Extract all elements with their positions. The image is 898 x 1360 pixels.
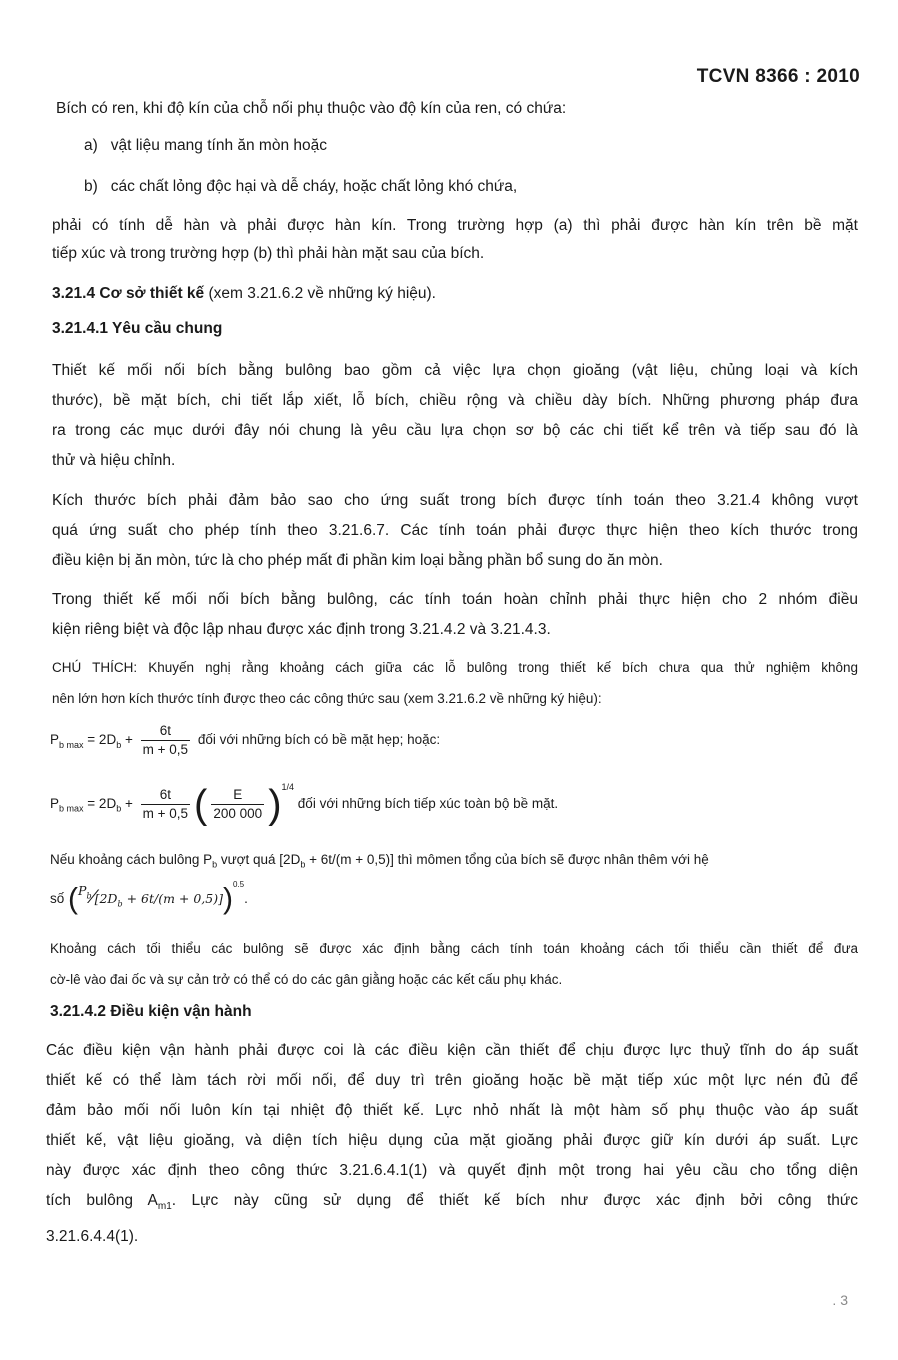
standard-header: TCVN 8366 : 2010	[696, 66, 860, 87]
text-line: CHÚ THÍCH: Khuyến nghị rằng khoảng cách giữa các lỗ bulông trong thiết kế bích chưa qua thử nghiệm không	[52, 660, 858, 675]
fraction: $\frac{6t}{m + 0,5}$	[142, 723, 189, 757]
text-line: thiết kế có thể làm tách rời mối nối, để duy trì trên gioăng hoặc bề mặt tiếp xúc một lực nén đủ để	[46, 1072, 858, 1089]
paragraph-design-groups	[52, 585, 858, 645]
page-mark: . 3	[832, 1292, 848, 1308]
section-heading-3-21-4-1: 3.21.4.1 Yêu cầu chung	[52, 320, 223, 337]
section-heading-3-21-4	[52, 285, 436, 303]
list-text: các chất lỏng độc hại và dễ cháy, hoặc chất lỏng khó chứa,	[110, 178, 518, 195]
text-line: tích bulông $A_{m1}$. Lực này cũng sử dụng để thiết kế bích như được xác định bởi công thức	[46, 1192, 858, 1213]
section-note: (xem 3.21.6.2 về những ký hiệu).	[208, 285, 436, 302]
text-line: cờ-lê vào đai ốc và sự cản trở có thể có do các gân giằng hoặc các kết cấu phụ khác.	[50, 972, 563, 987]
note-bolt-spacing	[52, 652, 858, 714]
text-line: Kích thước bích phải đảm bảo sao cho ứng suất trong bích được tính toán theo 3.21.4 không vượt	[52, 492, 858, 509]
fraction: $\frac{6t}{m + 0,5}$	[142, 786, 189, 821]
text-line: Trong thiết kế mối nối bích bằng bulông, các tính toán hoàn chỉnh phải thực hiện cho 2 nhóm điều	[52, 591, 858, 608]
text-line: Các điều kiện vận hành phải được coi là các điều kiện cần thiết để chịu được lực thuỷ tĩnh do áp suất	[46, 1042, 858, 1059]
formula-full-face: $P_{b max} = 2D_b$ + $\frac{6t}{m + 0,5}$ ( $\frac{E}{200 000}$ )$^{1/4}$ đối với những bích tiếp xúc toàn bộ bề mặt.	[50, 782, 559, 827]
list-marker: b)	[84, 178, 98, 195]
list-item-a	[84, 131, 327, 161]
intro-line: phải có tính dễ hàn và phải được hàn kín. Trong trường hợp (a) thì phải được hàn kín trên bề mặt	[52, 217, 858, 234]
list-item-b	[84, 172, 517, 202]
list-text: vật liệu mang tính ăn mòn hoặc	[110, 137, 327, 154]
section-title: Cơ sở thiết kế	[99, 285, 205, 302]
formula-narrow-face: $P_{b max} = 2D_b$ + $\frac{6t}{m + 0,5}$ đối với những bích có bề mặt hẹp; hoặc:	[50, 723, 441, 757]
text-line: Thiết kế mối nối bích bằng bulông bao gồm cả việc lựa chọn gioăng (vật liệu, chủng loại và kích	[52, 362, 858, 379]
section-number: 3.21.4	[52, 285, 96, 302]
text-line: thiết kế, vật liệu gioăng, và diện tích hiệu dụng của mặt gioăng phải được giữ kín dưới áp suất. Lực	[46, 1132, 858, 1149]
intro-line: Bích có ren, khi độ kín của chỗ nối phụ thuộc vào độ kín của ren, có chứa:	[56, 100, 567, 117]
fraction-inner: $\frac{E}{200 000}$	[213, 786, 263, 821]
text-line: thử và hiệu chỉnh.	[52, 452, 176, 469]
text-line: Khoảng cách tối thiểu các bulông sẽ được xác định bằng cách tính toán khoảng cách tối thiểu cần thiết để đưa	[50, 941, 858, 956]
text-line: này được xác định theo công thức 3.21.6.4.1(1) và quyết định một trong hai yêu cầu cho tổng diện	[46, 1162, 858, 1179]
note-min-spacing	[50, 933, 858, 995]
text-line: ra trong các mục dưới đây nói chung là yêu cầu lựa chọn sơ bộ các chi tiết kể trên và tiếp sau đó là	[52, 422, 858, 439]
text-line: 3.21.6.4.4(1).	[46, 1228, 139, 1246]
formula-factor: số $(P_b⁄[2D_b + 6t/(m + 0,5)])^{0.5}$.	[50, 880, 248, 916]
text-line: thước), bề mặt bích, chi tiết lắp xiết, lỗ bích, chiều rộng và chiều dày bích. Những phương pháp đưa	[52, 392, 858, 409]
list-marker: a)	[84, 137, 98, 154]
text-line: quá ứng suất cho phép tính theo 3.21.6.7. Các tính toán phải được thực hiện theo kích thước trong	[52, 522, 858, 539]
text-line: điều kiện bị ăn mòn, tức là cho phép mất đi phần kim loại bằng phần bổ sung do ăn mòn.	[52, 552, 663, 569]
formula-text: đối với những bích tiếp xúc toàn bộ bề mặt.	[297, 796, 559, 811]
text-line: kiện riêng biệt và độc lập nhau được xác định trong 3.21.4.2 và 3.21.4.3.	[52, 621, 551, 638]
paragraph-operating-conditions	[46, 1036, 858, 1252]
formula-text: đối với những bích có bề mặt hẹp; hoặc:	[197, 732, 441, 748]
intro-line: tiếp xúc và trong trường hợp (b) thì phải hàn mặt sau của bích.	[52, 245, 485, 262]
paragraph-general-requirements	[52, 356, 858, 476]
paragraph-flange-size	[52, 486, 858, 576]
note-moment-factor: Nếu khoảng cách bulông $P_b$ vượt quá $[2D_b + 6t/(m + 0,5)]$ thì mômen tổng của bích sẽ được nhân thêm với hệ	[50, 852, 709, 870]
text-line: nên lớn hơn kích thước tính được theo các công thức sau (xem 3.21.6.2 về những ký hiệu):	[52, 691, 602, 706]
text-line: đảm bảo mối nối luôn kín tại nhiệt độ thiết kế. Lực nhỏ nhất là một hàm số phụ thuộc vào áp suất	[46, 1102, 858, 1119]
section-heading-3-21-4-2: 3.21.4.2 Điều kiện vận hành	[50, 1003, 252, 1020]
